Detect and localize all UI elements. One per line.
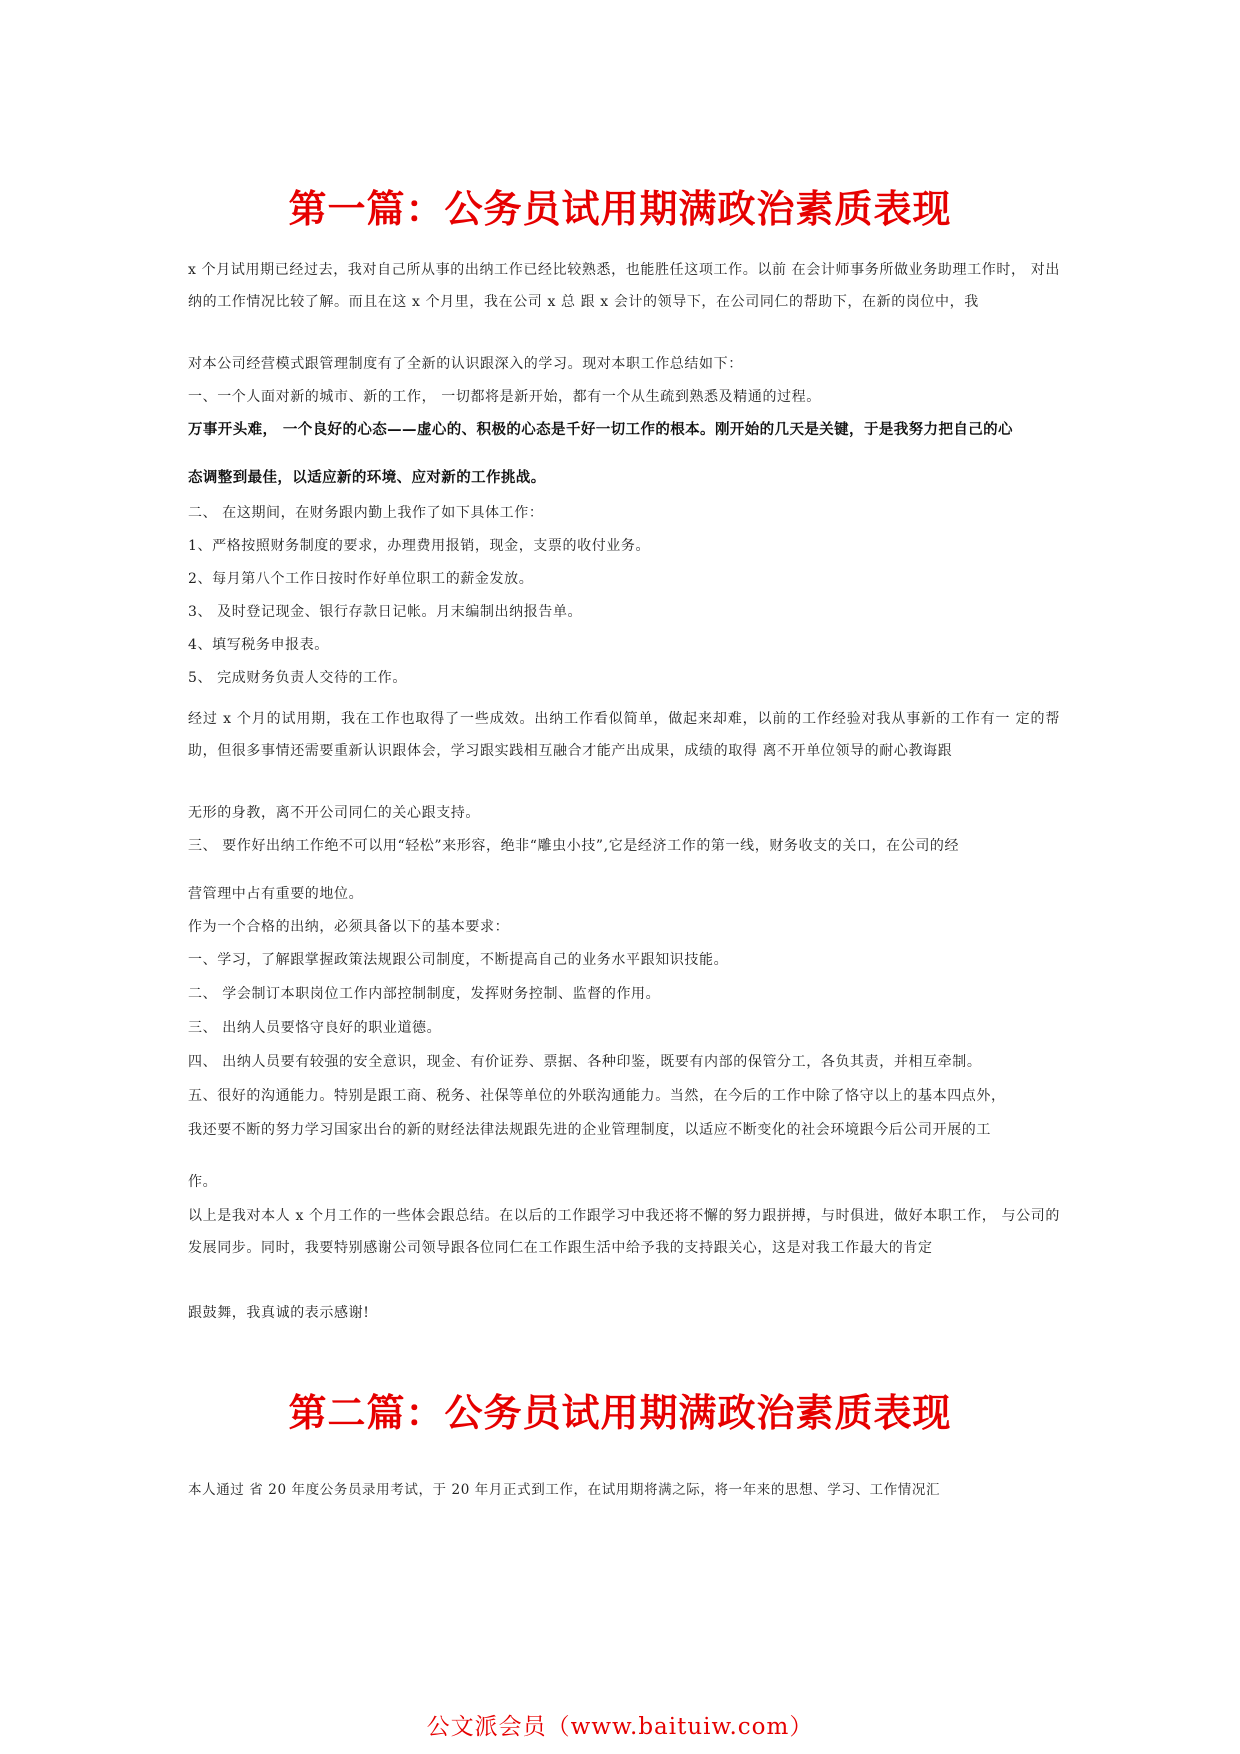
list-item-1: 1、严格按照财务制度的要求，办理费用报销，现金，支票的收付业务。 (188, 538, 651, 554)
list-item-4: 4、填写税务申报表。 (188, 637, 329, 653)
requirement-5-line-1: 五、很好的沟通能力。特别是跟工商、税务、社保等单位的外联沟通能力。当然，在今后的工作中除了恪守以上的基本四点外， (188, 1088, 1006, 1104)
list-item-2: 2、每月第八个工作日按时作好单位职工的薪金发放。 (188, 571, 534, 587)
paragraph-bold-line-2: 态调整到最佳，以适应新的环境、应对新的工作挑战。 (188, 470, 546, 486)
paragraph-point-one: 一、一个人面对新的城市、新的工作， 一切都将是新开始，都有一个从生疏到熟悉及精通的过程。 (188, 389, 821, 405)
footer-watermark: 公文派会员（www.baituiw.com） (426, 1714, 814, 1740)
paragraph-point-three-end: 营管理中占有重要的地位。 (188, 886, 364, 902)
requirement-5-line-3: 作。 (188, 1174, 218, 1190)
paragraph-results-end: 无形的身教，离不开公司同仁的关心跟支持。 (188, 805, 480, 821)
paragraph-conclusion: 以上是我对本人 x 个月工作的一些体会跟总结。在以后的工作跟学习中我还将不懈的努力跟拼搏，与时俱进，做好本职工作， 与公司的发展同步。同时，我要特别感谢公司领导跟各位同仁在工作跟生活中给予我的支持跟关心，这是对我工作最大的肯定 (188, 1208, 1060, 1256)
paragraph-results: 经过 x 个月的试用期，我在工作也取得了一些成效。出纳工作看似简单，做起来却难，以前的工作经验对我从事新的工作有一 定的帮助，但很多事情还需要重新认识跟体会，学习跟实践相互融合才能产出成果，成绩的取得 离不开单位领导的耐心教诲跟 (188, 711, 1060, 759)
paragraph-point-three: 三、 要作好出纳工作绝不可以用“轻松”来形容，绝非“雕虫小技”,它是经济工作的第一线，财务收支的关口，在公司的经 (188, 838, 960, 854)
requirement-5-line-2: 我还要不断的努力学习国家出台的新的财经法律法规跟先进的企业管理制度，以适应不断变化的社会环境跟今后公司开展的工 (188, 1122, 991, 1138)
list-item-5: 5、 完成财务负责人交待的工作。 (188, 670, 407, 686)
requirement-1: 一、学习，了解跟掌握政策法规跟公司制度，不断提高自己的业务水平跟知识技能。 (188, 952, 729, 968)
paragraph-point-two: 二、 在这期间，在财务跟内勤上我作了如下具体工作： (188, 505, 544, 521)
paragraph-second-intro: 本人通过 省 20 年度公务员录用考试，于 20 年月正式到工作，在试用期将满之际，将一年来的思想、学习、工作情况汇 (188, 1482, 941, 1498)
requirement-4: 四、 出纳人员要有较强的安全意识，现金、有价证券、票据、各种印鉴，既要有内部的保管分工，各负其责，并相互牵制。 (188, 1054, 982, 1070)
paragraph-bold-line-1: 万事开头难， 一个良好的心态——虚心的、积极的心态是千好一切工作的根本。刚开始的几天是关键，于是我努力把自己的心 (188, 422, 1013, 438)
requirement-3: 三、 出纳人员要恪守良好的职业道德。 (188, 1020, 442, 1036)
paragraph-conclusion-end: 跟鼓舞，我真诚的表示感谢! (188, 1305, 370, 1321)
requirement-2: 二、 学会制订本职岗位工作内部控制制度，发挥财务控制、监督的作用。 (188, 986, 661, 1002)
paragraph-understanding: 对本公司经营模式跟管理制度有了全新的认识跟深入的学习。现对本职工作总结如下： (188, 356, 743, 372)
list-item-3: 3、 及时登记现金、银行存款日记帐。月末编制出纳报告单。 (188, 604, 583, 620)
paragraph-intro: x 个月试用期已经过去，我对自己所从事的出纳工作已经比较熟悉，也能胜任这项工作。以前 在会计师事务所做业务助理工作时， 对出纳的工作情况比较了解。而且在这 x 个月里，我在公司 x 总 跟 x 会计的领导下，在公司同仁的帮助下，在新的岗位中，我 (188, 262, 1060, 310)
section-title-first: 第一篇：公务员试用期满政治素质表现 (288, 187, 952, 231)
section-title-second: 第二篇：公务员试用期满政治素质表现 (288, 1391, 952, 1435)
paragraph-requirements-intro: 作为一个合格的出纳，必须具备以下的基本要求： (188, 919, 510, 935)
